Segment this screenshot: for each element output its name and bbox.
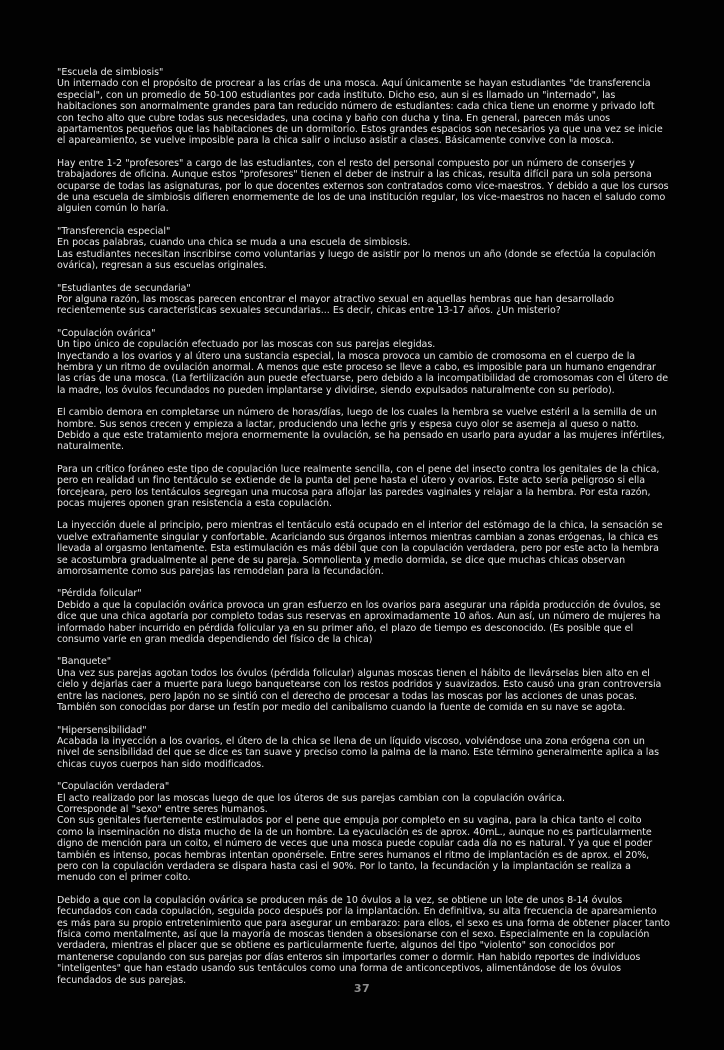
paragraph: Una vez sus parejas agotan todos los óvulos (pérdida folicular) algunas moscas tienen el hábito de llevárselas bien alto en el cielo y dejarlas caer a muerte para luego banquetearse con los restos podridos y suavizados. Esto causó una gran controversia entre las naciones, pero Japón no se sintió con el derecho de procesar a todas las moscas por las acciones de unas pocas. También son conocidas por darse un festín por medio del canibalismo cuando la fuente de comida en su nave se agota.: [57, 667, 662, 714]
paragraph: Debido a que este tratamiento mejora enormemente la ovulación, se ha pensado en usarlo para ayudar a las mujeres infértiles, naturalmente.: [57, 429, 665, 453]
paragraph: Corresponde al "sexo" entre seres humanos.: [57, 803, 268, 815]
paragraph: Debido a que la copulación ovárica provoca un gran esfuerzo en los ovarios para asegurar una rápida producción de óvulos, se dice que una chica agotaría por completo todas sus reservas en aproximadamente 10 años. Aun así, un número de mujeres ha informado haber incurrido en pérdida folicular ya en su primer año, el plazo de tiempo es desconocido. (Es posible que el consumo varíe en gran medida dependiendo del físico de la chica): [57, 599, 661, 646]
section-heading: "Copulación verdadera": [57, 781, 170, 793]
paragraph: Inyectando a los ovarios y al útero una sustancia especial, la mosca provoca un cambio de cromosoma en el cuerpo de la hembra y un ritmo de ovulación anormal. A menos que este proceso se lleve a cabo, es imposible para un humano engendrar las crías de una mosca. (La fertilización aun puede efectuarse, pero debido a la incompatibilidad de cromosomas con el útero de la madre, los óvulos fecundados no pueden implantarse y dividirse, siendo expulsados naturalmente con su período).: [57, 350, 669, 396]
text-block: [57, 67, 670, 147]
section-heading: "Hipersensibilidad": [57, 724, 147, 736]
section-heading: "Pérdida folicular": [57, 588, 142, 600]
paragraph: Acabada la inyección a los ovarios, el útero de la chica se llena de un líquido viscoso, volviéndose una zona erógena con un nivel de sensibilidad del que se dice es tan suave y preciso como la palma de la mano. Este término generalmente aplica a las chicas cuyos cuerpos han sido modificados.: [57, 735, 660, 770]
text-block: [57, 588, 670, 645]
paragraph: El acto realizado por las moscas luego de que los úteros de sus parejas cambian con la copulación ovárica.: [57, 792, 565, 804]
paragraph: En pocas palabras, cuando una chica se muda a una escuela de simbiosis.: [57, 237, 411, 249]
text-block: [57, 725, 670, 771]
text-block: [57, 895, 670, 986]
paragraph: Un tipo único de copulación efectuado por las moscas con sus parejas elegidas.: [57, 339, 436, 351]
section-heading: "Estudiantes de secundaria": [57, 282, 191, 294]
section-heading: "Banquete": [57, 656, 112, 668]
paragraph: El cambio demora en completarse un número de horas/días, luego de los cuales la hembra se vuelve estéril a la semilla de un hombre. Sus senos crecen y empieza a lactar, produciendo una leche gris y espesa cuyo olor se asemeja al queso o natto.: [57, 407, 657, 430]
text-block: [57, 158, 670, 215]
text-block: [57, 520, 670, 577]
paragraph: Debido a que con la copulación ovárica se producen más de 10 óvulos a la vez, se obtiene un lote de unos 8-14 óvulos fecundados con cada copulación, seguida poco después por la implantación. En definitiva, su alta frecuencia de apareamiento es más para su propio entretenimiento que para asegurar un embarazo: para ellos, el sexo es una forma de obtener placer tanto física como mentalmente, así que la mayoría de moscas tienden a obsesionarse con el sexo. Especialmente en la copulación verdadera, mientras el placer que se obtiene es particularmente fuerte, algunos del tipo "violento" son conocidos por mantenerse copulando con sus parejas por días enteros sin importarles comer o dormir. Han habido reportes de individuos "inteligentes" que han estado usando sus tentáculos como una forma de anticonceptivos, alimentándose de los óvulos fecundados de sus parejas.: [57, 894, 670, 986]
paragraph: La inyección duele al principio, pero mientras el tentáculo está ocupado en el interior del estómago de la chica, la sensación se vuelve extrañamente singular y confortable. Acariciando sus órganos internos mientras cambian a zonas erógenas, la chica es llevada al orgasmo lentamente. Esta estimulación es más débil que con la copulación verdadera, pero por este acto la hembra se acostumbra gradualmente al pene de su pareja. Somnolienta y medio dormida, se dice que muchas chicas observan amorosamente como sus parejas las remodelan para la fecundación.: [57, 520, 663, 578]
text-block: [57, 407, 670, 453]
text-block: [57, 283, 670, 317]
section-heading: "Transferencia especial": [57, 225, 171, 237]
text-block: [57, 226, 670, 272]
paragraph: Hay entre 1-2 "profesores" a cargo de las estudiantes, con el resto del personal compuesto por un número de conserjes y trabajadores de oficina. Aunque estos "profesores" tienen el deber de instruir a las chicas, resulta difícil para un sola persona ocuparse de todas las asignaturas, por lo que docentes externos son contratados como vice-maestros. Y debido a que los cursos de una escuela de simbiosis difieren enormemente de los de una institución regular, los vice-maestros no hacen el saludo como alguien común lo haría.: [57, 157, 669, 215]
paragraph: Las estudiantes necesitan inscribirse como voluntarias y luego de asistir por lo menos un año (donde se efectúa la copulación ovárica), regresan a sus escuelas originales.: [57, 248, 656, 272]
section-heading: "Copulación ovárica": [57, 327, 156, 339]
paragraph: Con sus genitales fuertemente estimulados por el pene que empuja por completo en su vagina, para la chica tanto el coito como la inseminación no dista mucho de la de un hombre. La eyaculación es de aprox. 40mL., aunque no es particularmente digno de mención para un coito, el número de veces que una mosca puede copular cada día no es natural. Y ya que el poder también es intenso, pocas hembras intentan oponérsele. Entre seres humanos el ritmo de implantación es de aprox. el 20%, pero con la copulación verdadera se dispara hasta casi el 90%. Por lo tanto, la fecundación y la implantación se realiza a menudo con el primer coito.: [57, 815, 653, 884]
text-block: [57, 464, 670, 510]
paragraph: Un internado con el propósito de procrear a las crías de una mosca. Aquí únicamente se hayan estudiantes "de transferencia especial", con un promedio de 50-100 estudiantes por cada instituto. Dicho eso, aun si es llamado un "internado", las habitaciones son anormalmente grandes para tan reducido número de estudiantes: cada chica tiene un enorme y privado loft con techo alto que cubre todas sus necesidades, una cocina y baño con ducha y tina. En general, parecen más unos apartamentos pequeños que las habitaciones de un dormitorio. Estos grandes espacios son necesarios ya que una vez se inicie el apareamiento, se vuelve imposible para la chica salir o incluso asistir a clases. Básicamente convive con la mosca.: [57, 78, 663, 147]
section-heading: "Escuela de simbiosis": [57, 67, 164, 78]
paragraph: Por alguna razón, las moscas parecen encontrar el mayor atractivo sexual en aquellas hembras que han desarrollado recientemente sus características sexuales secundarias... Es decir, chicas entre 13-17 años. ¿Un misterio?: [57, 293, 615, 317]
document-content: [57, 67, 670, 997]
text-block: [57, 328, 670, 396]
paragraph: Para un crítico foráneo este tipo de copulación luce realmente sencilla, con el pene del insecto contra los genitales de la chica, pero en realidad un fino tentáculo se extiende de la punta del pene hasta el útero y ovarios. Este acto sería peligroso si ella forcejeara, pero los tentáculos segregan una mucosa para aflojar las paredes vaginales y relajar a la hembra. Por esta razón, pocas mujeres oponen gran resistencia a esta copulación.: [57, 463, 660, 509]
page-number: 37: [353, 982, 371, 995]
text-block: [57, 781, 670, 884]
text-block: [57, 656, 670, 713]
